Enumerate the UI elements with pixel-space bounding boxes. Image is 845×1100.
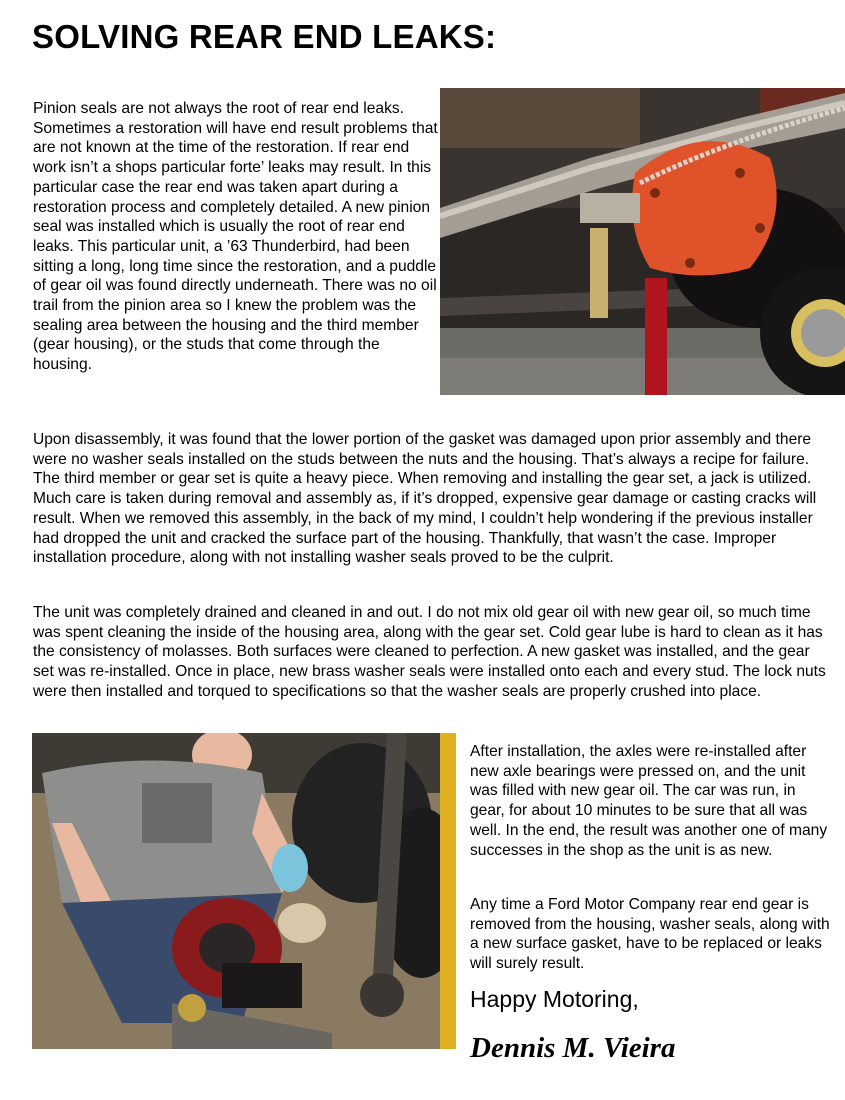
rear-end-housing-photo — [440, 88, 845, 395]
paragraph-installation: After installation, the axles were re-installed after new axle bearings were pressed on, and the unit was filled with new gear oil. The car was run, in gear, for about 10 minutes to be sure that all was well. In the end, the result was another one of many successes in the shop as the unit is as new. — [470, 743, 828, 859]
paragraph-disassembly: Upon disassembly, it was found that the lower portion of the gasket was damaged upon prior assembly and there were no washer seals installed on the studs between the nuts and the housing. That’s always a recipe for failure. The third member or gear set is quite a heavy piece. When removing and installing the gear set, a jack is utilized. Much care is taken during removal and assembly as, if it’s dropped, expensive gear damage or casting cracks will result. When we removed this assembly, in the back of my mind, I couldn’t help wondering if the previous installer had dropped the unit and cracked the surface part of the housing. Thankfully, that wasn’t the case. Improper installation procedure, along with not installing washer seals proved to be the culprit. — [33, 431, 817, 567]
author-signature: Dennis M. Vieira — [470, 1032, 676, 1064]
closing-line: Happy Motoring, — [470, 986, 639, 1012]
paragraph-intro: Pinion seals are not always the root of rear end leaks. Sometimes a restoration will have end result problems that are not known at the time of the restoration. If rear end work isn’t a shops particular forte’ leaks may result. In this particular case the rear end was taken apart during a restoration process and completely detailed. A new pinion seal was installed which is usually the root of rear end leaks. This particular unit, a ’63 Thunderbird, had been sitting a long, long time since the restoration, and a puddle of gear oil was found directly underneath. There was no oil trail from the pinion area so I knew the problem was the sealing area between the housing and the third member (gear housing), or the studs that come through the housing. — [33, 100, 438, 374]
mechanic-working-photo — [32, 733, 456, 1049]
article-title: SOLVING REAR END LEAKS: — [32, 18, 497, 55]
paragraph-conclusion: Any time a Ford Motor Company rear end gear is removed from the housing, washer seals, along with a new surface gasket, have to be replaced or leaks will surely result. — [470, 896, 830, 973]
paragraph-cleaning: The unit was completely drained and cleaned in and out. I do not mix old gear oil with new gear oil, so much time was spent cleaning the inside of the housing area, along with the gear set. Cold gear lube is hard to clean as it has the consistency of molasses. Both surfaces were cleaned to perfection. A new gasket was installed, and the gear set was re-installed. Once in place, new brass washer seals were installed onto each and every stud. The lock nuts were then installed and torqued to specifications so that the washer seals are properly crushed into place. — [33, 604, 826, 700]
